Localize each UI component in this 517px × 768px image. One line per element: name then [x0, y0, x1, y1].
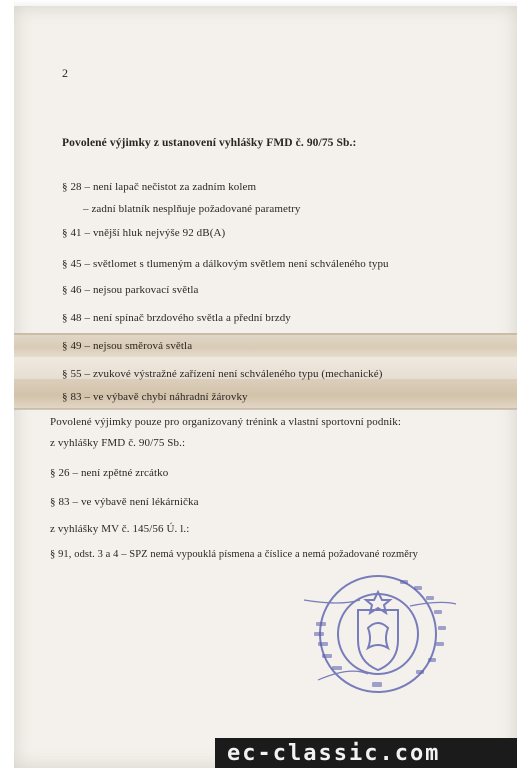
ministry-seal-icon	[300, 570, 458, 698]
list-item: § 49 – nejsou směrová světla	[62, 340, 193, 352]
list-item: § 28 – není lapač nečistot za zadním kolem	[62, 181, 257, 193]
list-item: § 83 – ve výbavě chybí náhradní žárovky	[62, 391, 248, 403]
list-item: § 48 – není spínač brzdového světla a přední brzdy	[62, 312, 291, 324]
subheading-fmd: z vyhlášky FMD č. 90/75 Sb.:	[50, 437, 186, 449]
subheading-mv: z vyhlášky MV č. 145/56 Ú. l.:	[50, 523, 190, 535]
list-item: § 91, odst. 3 a 4 – SPZ nemá vypouklá písmena a číslice a nemá požadované rozměry	[50, 549, 418, 560]
list-item: § 83 – ve výbavě není lékárnička	[50, 496, 199, 508]
list-item: – zadní blatník nesplňuje požadované parametry	[83, 203, 301, 215]
list-item: § 41 – vnější hluk nejvýše 92 dB(A)	[62, 227, 226, 239]
list-item: § 55 – zvukové výstražné zařízení není schváleného typu (mechanické)	[62, 368, 383, 380]
list-item: § 26 – není zpětné zrcátko	[50, 467, 169, 479]
page-number: 2	[62, 66, 69, 80]
fold-crease	[14, 408, 517, 410]
list-item: § 45 – světlomet s tlumeným a dálkovým světlem není schváleného typu	[62, 258, 389, 270]
section-heading: Povolené výjimky z ustanovení vyhlášky FMD č. 90/75 Sb.:	[62, 137, 357, 149]
watermark-banner	[215, 738, 517, 768]
list-item: § 46 – nejsou parkovací světla	[62, 284, 199, 296]
fold-crease	[14, 333, 517, 335]
watermark-text: ec-classic.com	[227, 741, 441, 766]
section-heading-2: Povolené výjimky pouze pro organizovaný trénink a vlastní sportovní podnik:	[50, 416, 401, 428]
